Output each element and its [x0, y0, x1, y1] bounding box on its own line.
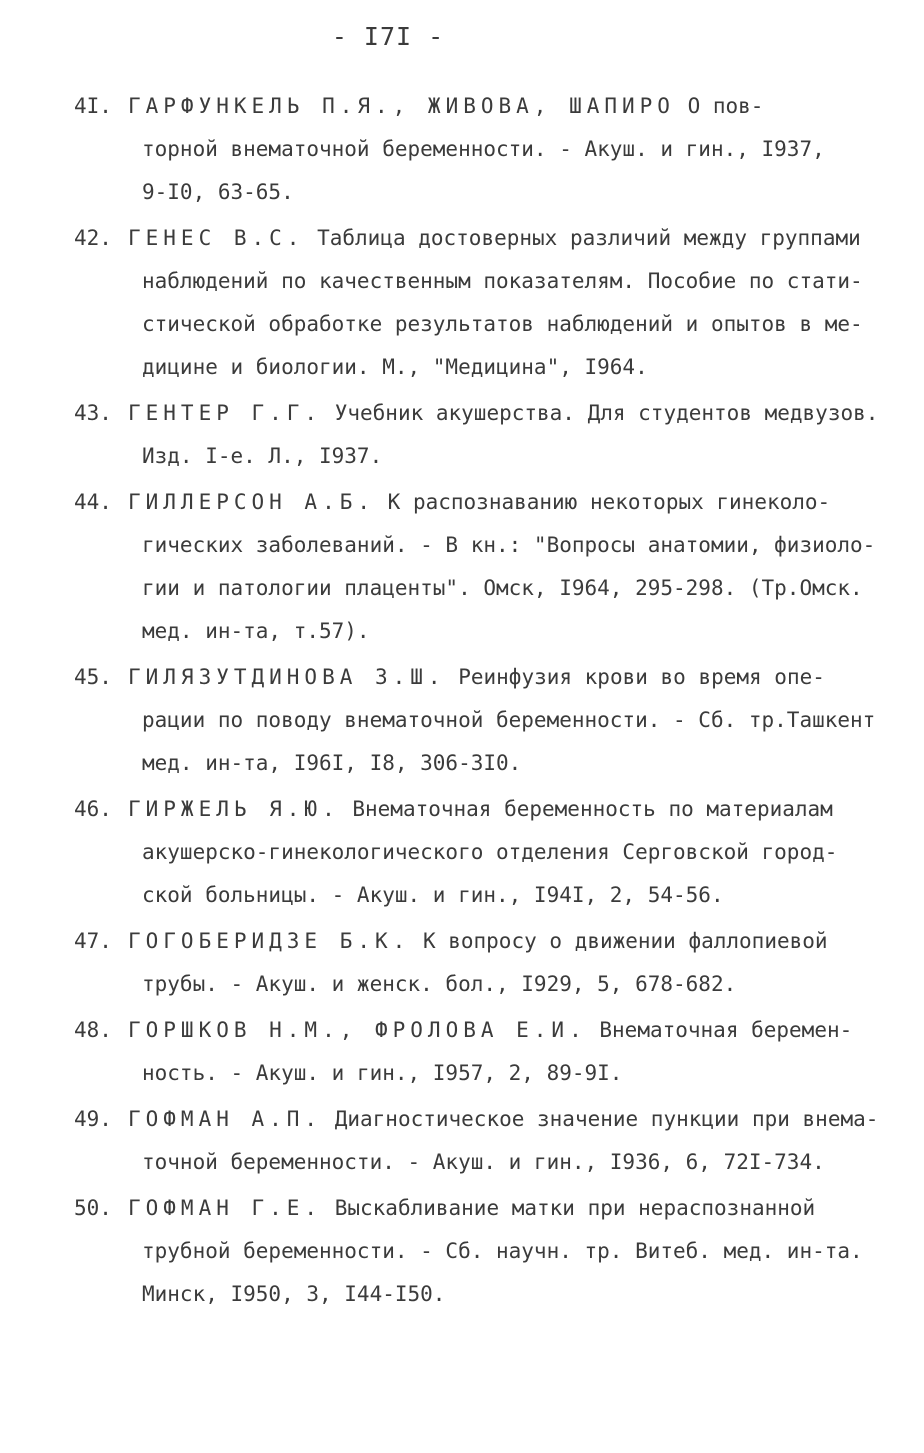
bibliography-entry: [38, 217, 898, 389]
entry-number: 42.: [74, 226, 112, 250]
entry-text-line: 9-I0, 63-65.: [142, 180, 294, 204]
entry-text-line: Таблица достоверных различий между группами: [317, 226, 861, 250]
entry-number: 47.: [74, 929, 112, 953]
bibliography-entry: [38, 1098, 898, 1184]
entry-text-line: трубы. - Акуш. и женск. бол., I929, 5, 678-682.: [142, 972, 737, 996]
bibliography-entry: [38, 1009, 898, 1095]
entry-text-line: Минск, I950, 3, I44-I50.: [142, 1282, 446, 1306]
entry-text-line: К вопросу о движении фаллопиевой: [422, 929, 828, 953]
entry-text-line: стической обработке результатов наблюдений и опытов в ме-: [142, 312, 863, 336]
entry-text-line: О пов-: [687, 94, 764, 118]
entry-first-line: [74, 920, 898, 963]
entry-text-line: Внематочная беремен-: [599, 1018, 853, 1042]
entry-text-line: Диагностическое значение пункции при внема-: [334, 1107, 879, 1131]
entry-text-line: дицине и биологии. М., "Медицина", I964.: [142, 355, 648, 379]
entry-text-line: ность. - Акуш. и гин., I957, 2, 89-9I.: [142, 1061, 623, 1085]
bibliography-entry: [38, 392, 898, 478]
bibliography-entry: [38, 85, 898, 214]
bibliography-entry: [38, 1187, 898, 1316]
bibliography-entry: [38, 788, 898, 917]
entry-number: 50.: [74, 1196, 112, 1220]
entry-number: 4I.: [74, 94, 112, 118]
entry-first-line: [74, 217, 898, 260]
entry-authors: ГИЛЯЗУТДИНОВА З.Ш.: [128, 665, 446, 689]
entry-authors: ГОФМАН Г.Е.: [128, 1196, 323, 1220]
entry-number: 44.: [74, 490, 112, 514]
entry-authors: ГАРФУНКЕЛЬ П.Я., ЖИВОВА, ШАПИРО: [128, 94, 675, 118]
entry-text-line: Внематочная беременность по материалам: [352, 797, 833, 821]
entry-first-line: [74, 656, 898, 699]
entry-number: 45.: [74, 665, 112, 689]
page-number: - I7I -: [331, 22, 445, 51]
entry-number: 43.: [74, 401, 112, 425]
entry-text-line: Изд. I-е. Л., I937.: [142, 444, 383, 468]
entry-text-line: Выскабливание матки при нераспознанной: [334, 1196, 816, 1220]
entry-authors: ГОРШКОВ Н.М., ФРОЛОВА Е.И.: [128, 1018, 587, 1042]
entry-first-line: [74, 788, 898, 831]
entry-authors: ГЕНЕС В.С.: [128, 226, 305, 250]
entry-first-line: [74, 85, 898, 128]
bibliography-entry: [38, 656, 898, 785]
entry-authors: ГОФМАН А.П.: [128, 1107, 323, 1131]
entry-text-line: Реинфузия крови во время опе-: [458, 665, 825, 689]
entry-authors: ГИЛЛЕРСОН А.Б.: [128, 490, 376, 514]
entry-first-line: [74, 1187, 898, 1230]
entry-text-line: ской больницы. - Акуш. и гин., I94I, 2, 54-56.: [142, 883, 724, 907]
entry-authors: ГОГОБЕРИДЗЕ Б.К.: [128, 929, 411, 953]
entry-number: 46.: [74, 797, 112, 821]
entry-text-line: Учебник акушерства. Для студентов медвузов.: [334, 401, 879, 425]
entry-number: 48.: [74, 1018, 112, 1042]
entry-text-line: мед. ин-та, I96I, I8, 306-3I0.: [142, 751, 522, 775]
entry-text-line: акушерско-гинекологического отделения Серговской город-: [142, 840, 838, 864]
entry-text-line: рации по поводу внематочной беременности. - Сб. тр.Ташкент: [142, 708, 876, 732]
entry-number: 49.: [74, 1107, 112, 1131]
entry-text-line: трубной беременности. - Сб. научн. тр. Витеб. мед. ин-та.: [142, 1239, 863, 1263]
entry-first-line: [74, 1009, 898, 1052]
entry-text-line: К распознаванию некоторых гинеколо-: [387, 490, 831, 514]
entry-text-line: гии и патологии плаценты". Омск, I964, 295-298. (Тр.Омск.: [142, 576, 863, 600]
entry-first-line: [74, 392, 898, 435]
entry-text-line: наблюдений по качественным показателям. Пособие по стати-: [142, 269, 863, 293]
entry-text-line: гических заболеваний. - В кн.: "Вопросы анатомии, физиоло-: [142, 533, 876, 557]
entry-authors: ГЕНТЕР Г.Г.: [128, 401, 323, 425]
entry-text-line: мед. ин-та, т.57).: [142, 619, 370, 643]
bibliography-entry: [38, 920, 898, 1006]
bibliography-list: [38, 85, 898, 1319]
entry-first-line: [74, 481, 898, 524]
entry-text-line: точной беременности. - Акуш. и гин., I936, 6, 72I-734.: [142, 1150, 825, 1174]
entry-first-line: [74, 1098, 898, 1141]
entry-authors: ГИРЖЕЛЬ Я.Ю.: [128, 797, 340, 821]
entry-text-line: торной внематочной беременности. - Акуш. и гин., I937,: [142, 137, 825, 161]
bibliography-entry: [38, 481, 898, 653]
